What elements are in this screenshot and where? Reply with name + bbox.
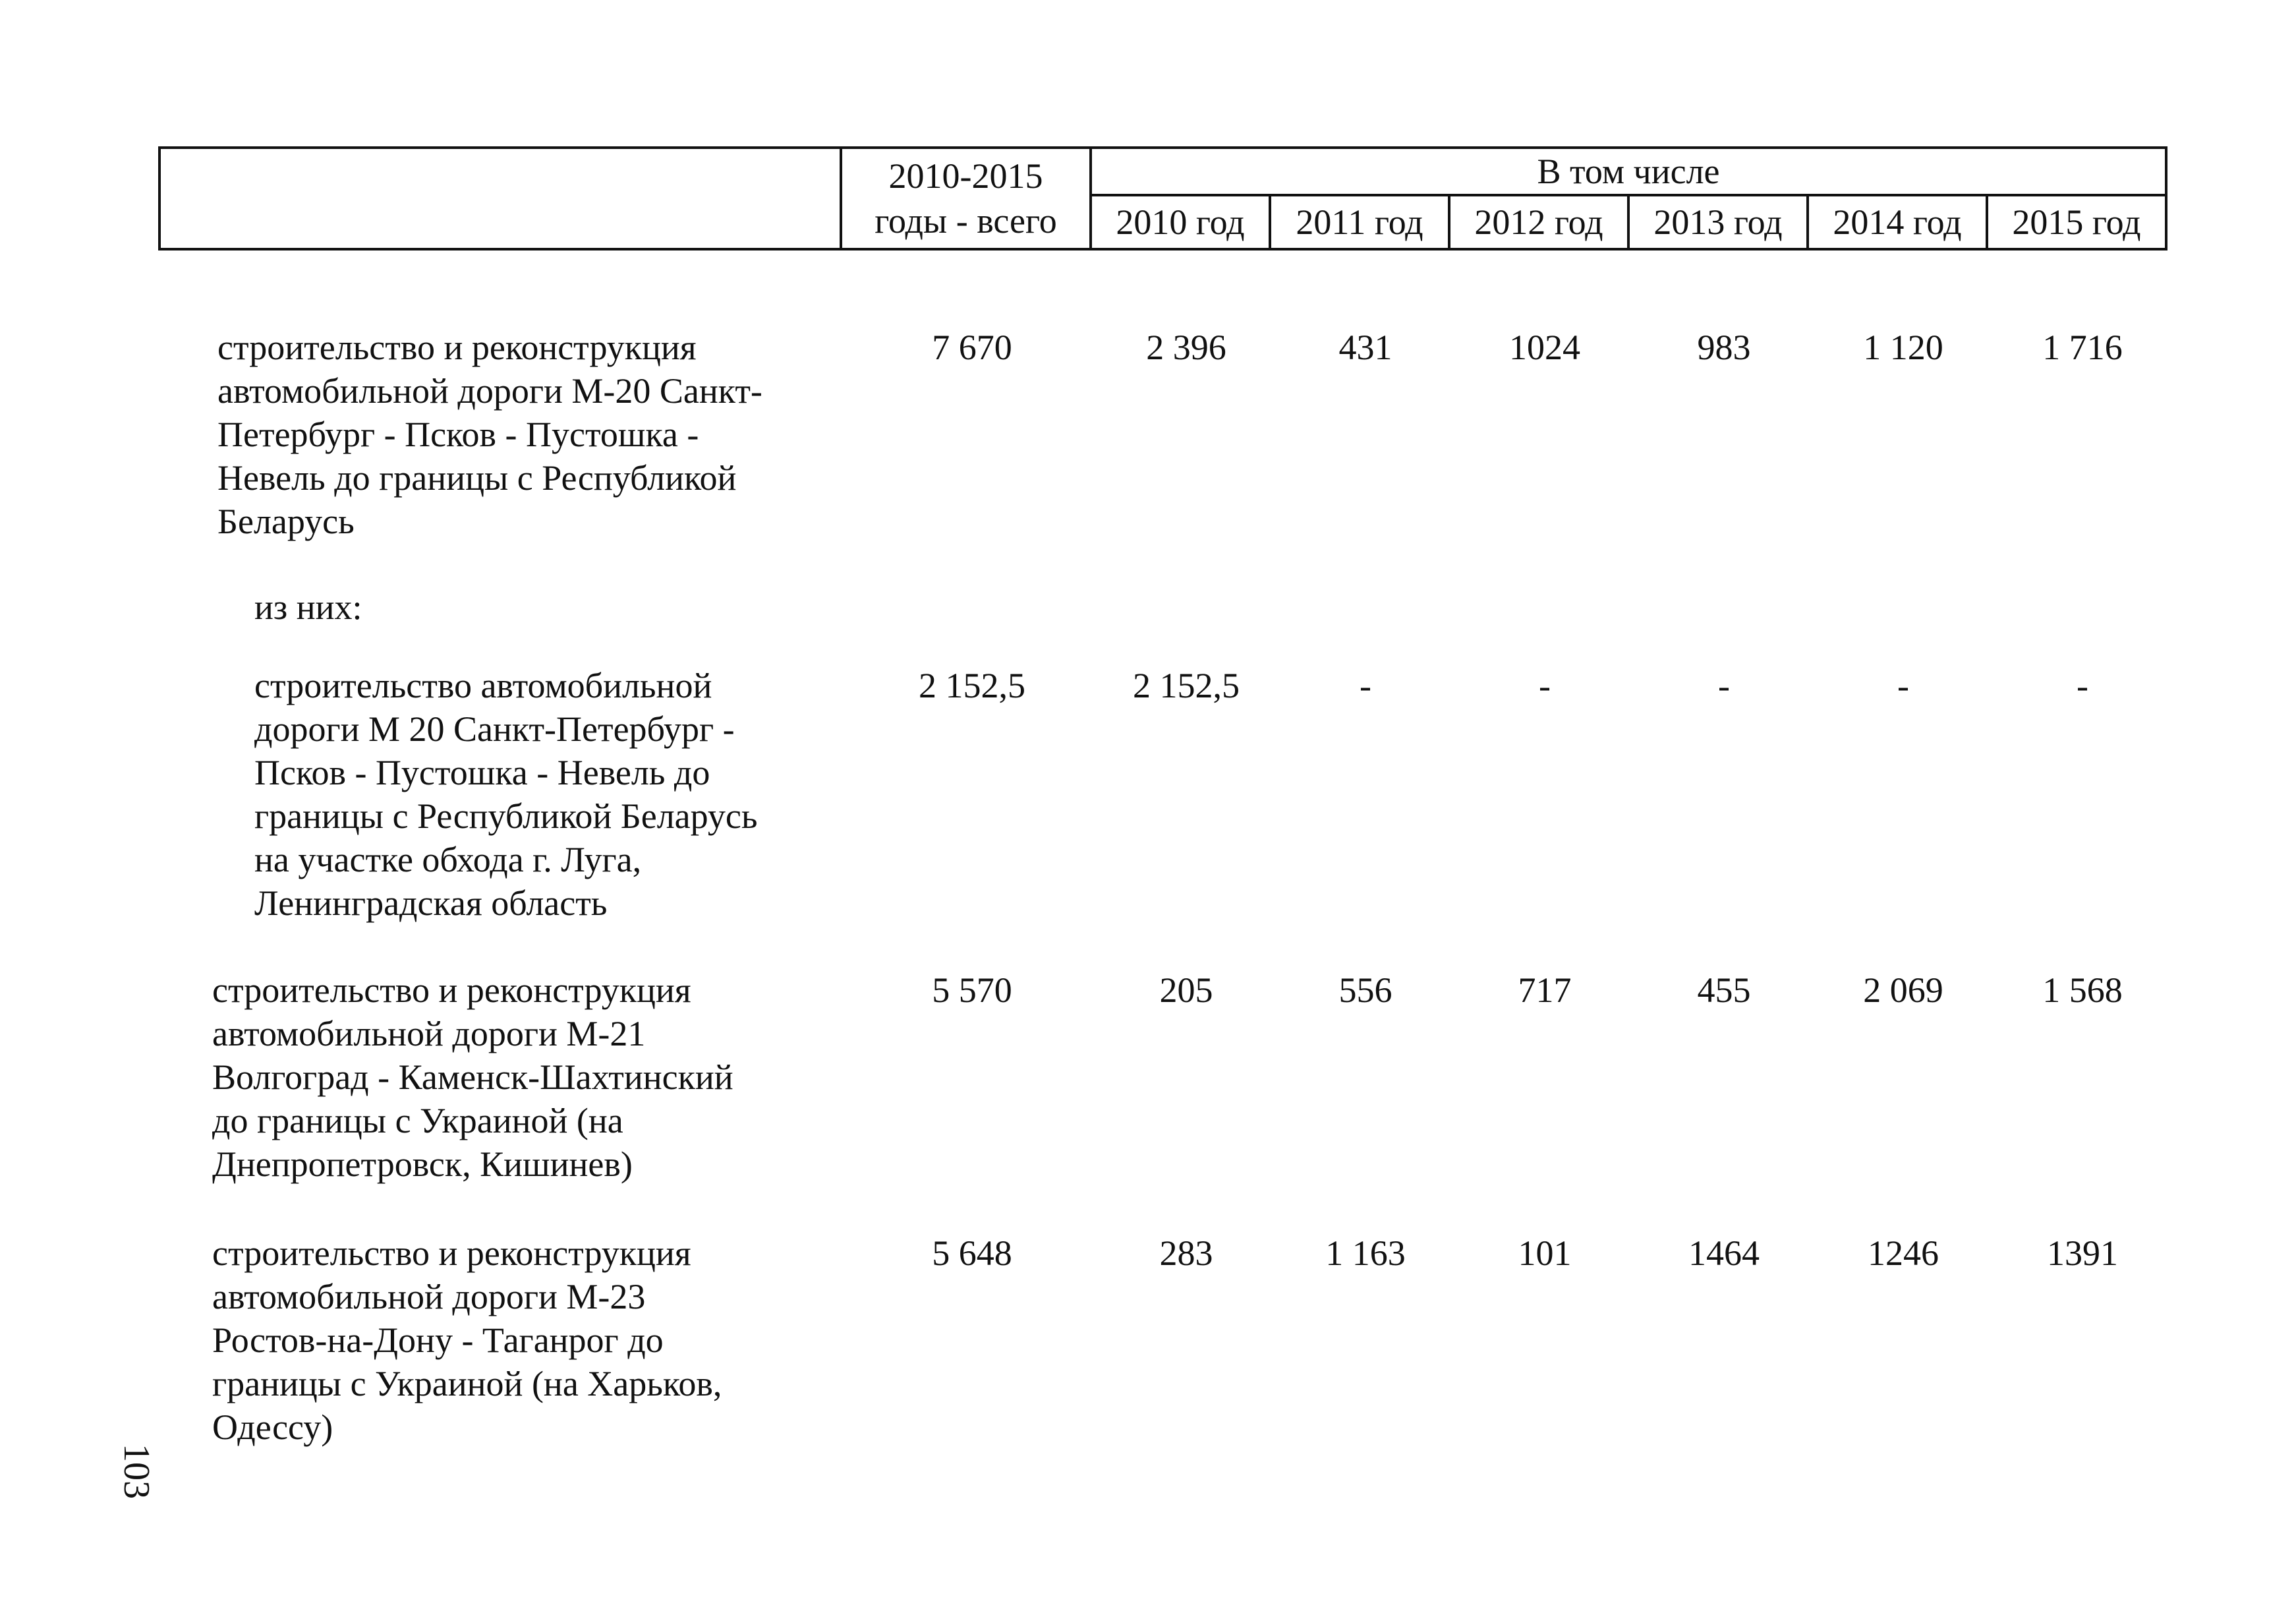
row-label-line: границы с Украиной (на Харьков, xyxy=(212,1364,722,1403)
cell-2013: 983 xyxy=(1697,328,1751,367)
cell-2012: 101 xyxy=(1518,1233,1572,1273)
cell-2011: 1 163 xyxy=(1325,1233,1406,1273)
cell-2014: 1246 xyxy=(1868,1233,1939,1273)
cell-2010: 205 xyxy=(1159,970,1213,1010)
row-label-line: Одессу) xyxy=(212,1407,333,1447)
header-group-cell: В том числе xyxy=(1091,148,2166,195)
cell-total: 7 670 xyxy=(932,328,1012,367)
row-label xyxy=(212,968,733,1186)
row-label-line: границы с Республикой Беларусь xyxy=(254,796,758,836)
table-header xyxy=(158,146,2167,250)
cell-2012: 717 xyxy=(1518,970,1572,1010)
header-year-2013: 2013 год xyxy=(1628,195,1808,249)
page-number: 103 xyxy=(116,1444,157,1499)
row-label-line: строительство автомобильной xyxy=(254,666,712,705)
row-label-line: дороги М 20 Санкт-Петербург - xyxy=(254,709,735,749)
row-label xyxy=(217,326,762,543)
row-label-line: Ростов-на-Дону - Таганрог до xyxy=(212,1320,664,1360)
row-label-line: автомобильной дороги М-20 Санкт- xyxy=(217,371,762,411)
row-label-line: Псков - Пустошка - Невель до xyxy=(254,753,710,792)
header-total-line2: годы - всего xyxy=(875,201,1057,241)
cell-2015: 1 568 xyxy=(2042,970,2123,1010)
cell-2011: - xyxy=(1360,666,1371,705)
cell-2015: 1 716 xyxy=(2042,328,2123,367)
header-year-2010: 2010 год xyxy=(1091,195,1270,249)
cell-2012: 1024 xyxy=(1509,328,1580,367)
header-year-2015: 2015 год xyxy=(1987,195,2166,249)
header-total-line1: 2010-2015 xyxy=(888,156,1043,196)
cell-2010: 2 152,5 xyxy=(1133,666,1240,705)
cell-total: 5 648 xyxy=(932,1233,1012,1273)
cell-2015: 1391 xyxy=(2047,1233,2118,1273)
header-year-2011: 2011 год xyxy=(1270,195,1449,249)
cell-2011: 556 xyxy=(1338,970,1392,1010)
cell-2012: - xyxy=(1539,666,1551,705)
row-label-line: Невель до границы с Республикой xyxy=(217,458,737,498)
row-label-line: до границы с Украиной (на xyxy=(212,1101,623,1140)
row-label-line: Ленинградская область xyxy=(254,883,608,923)
header-year-2012: 2012 год xyxy=(1449,195,1628,249)
row-label-line: из них: xyxy=(254,587,362,627)
row-label-line: строительство и реконструкция xyxy=(212,1233,691,1273)
cell-2014: - xyxy=(1897,666,1909,705)
header-year-2014: 2014 год xyxy=(1808,195,1987,249)
cell-2014: 1 120 xyxy=(1863,328,1943,367)
row-label-line: на участке обхода г. Луга, xyxy=(254,840,642,879)
cell-2013: - xyxy=(1718,666,1730,705)
cell-total: 2 152,5 xyxy=(919,666,1025,705)
row-label-line: Беларусь xyxy=(217,502,355,541)
row-label-line: Петербург - Псков - Пустошка - xyxy=(217,415,699,454)
header-blank-cell xyxy=(159,148,841,249)
cell-2015: - xyxy=(2077,666,2088,705)
row-label-line: автомобильной дороги М-21 xyxy=(212,1014,646,1053)
cell-2013: 1464 xyxy=(1688,1233,1760,1273)
cell-total: 5 570 xyxy=(932,970,1012,1010)
cell-2014: 2 069 xyxy=(1863,970,1943,1010)
row-label-line: Днепропетровск, Кишинев) xyxy=(212,1144,633,1184)
row-label-line: автомобильной дороги М-23 xyxy=(212,1277,646,1316)
row-label xyxy=(212,1231,722,1449)
cell-2011: 431 xyxy=(1338,328,1392,367)
row-label-line: Волгоград - Каменск-Шахтинский xyxy=(212,1057,733,1097)
header-total-cell xyxy=(841,148,1091,249)
row-label-line: строительство и реконструкция xyxy=(212,970,691,1010)
cell-2010: 2 396 xyxy=(1146,328,1226,367)
row-label xyxy=(254,664,758,925)
row-label-line: строительство и реконструкция xyxy=(217,328,697,367)
cell-2010: 283 xyxy=(1159,1233,1213,1273)
row-label xyxy=(254,585,362,629)
cell-2013: 455 xyxy=(1697,970,1751,1010)
